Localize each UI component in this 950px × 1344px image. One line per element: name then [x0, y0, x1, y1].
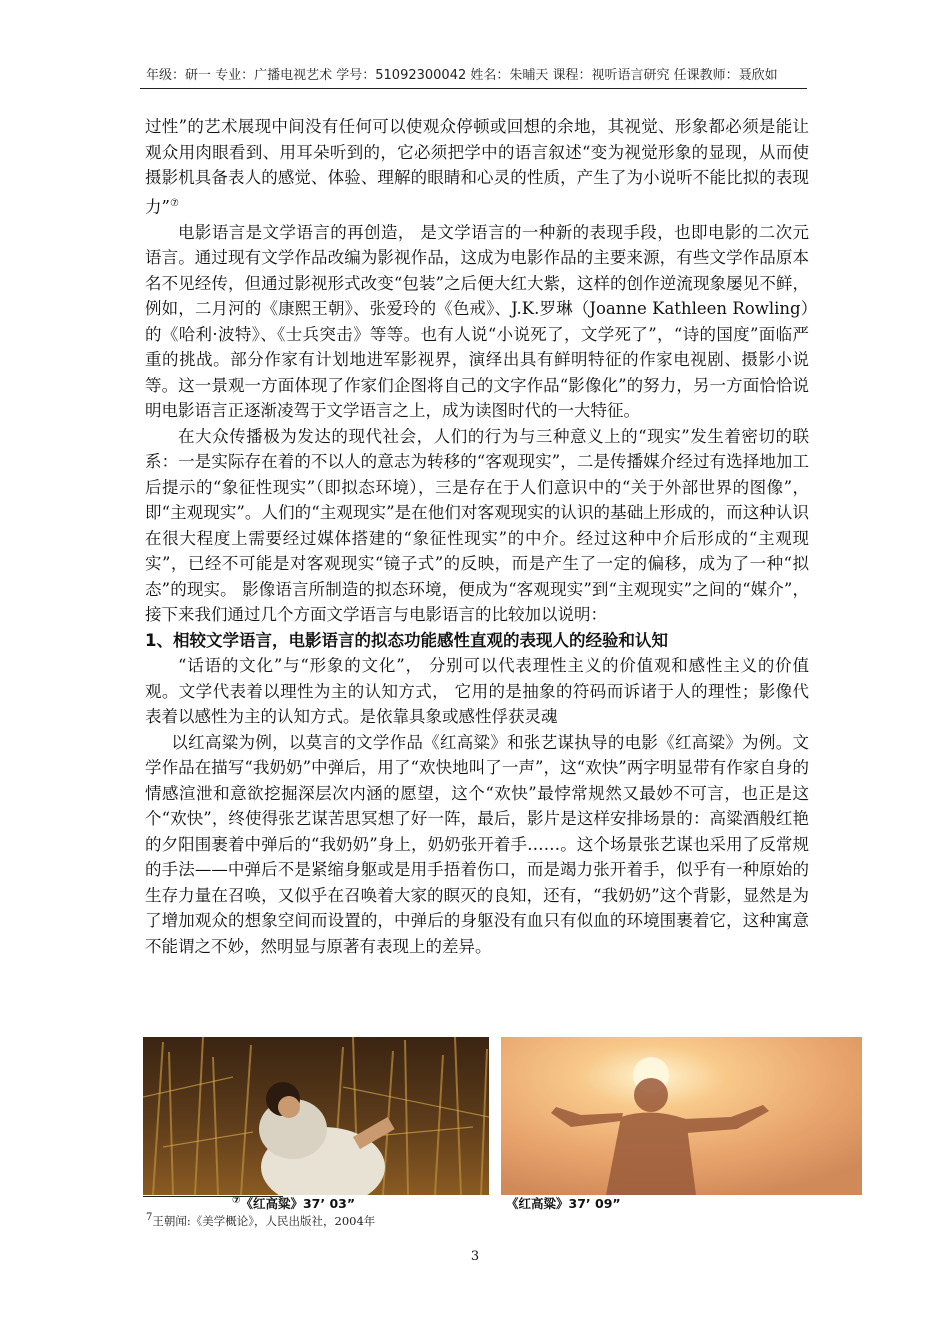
- paragraph-2: 电影语言是文学语言的再创造， 是文学语言的一种新的表现手段，也即电影的二次元语言。通过现有文学作品改编为影视作品，这成为电影作品的主要来源，有些文学作品原本名不见经传，但通过影视形式改变“包装”之后便大红大紫，这样的创作逆流现象屡见不鲜，例如，二月河的《康熙王朝》、张爱玲的《色戒》、J.K.罗琳（Joanne Kathleen Rowling）的《哈利·波特》、《士兵突击》等等。也有人说“小说死了，文学死了”，“诗的国度”面临严重的挑战。部分作家有计划地进军影视界，演绎出具有鲜明特征的作家电视剧、摄影小说等。这一景观一方面体现了作家们企图将自己的文字作品“影像化”的努力，另一方面恰恰说明电影语言正逐渐凌驾于文学语言之上，成为读图时代的一大特征。: [145, 222, 809, 420]
- footnote-marker: 7: [146, 1212, 153, 1223]
- header-divider: [140, 88, 807, 89]
- body-text: [145, 114, 809, 959]
- caption-footnote-ref: ⑦: [232, 1194, 241, 1206]
- caption-right: 《红高粱》37’ 09”: [506, 1196, 621, 1211]
- sunset-silhouette-image: [501, 1037, 862, 1195]
- paragraph-1: [145, 114, 809, 220]
- footnote: [146, 1212, 375, 1229]
- section-heading: 1、相较文学语言，电影语言的拟态功能感性直观的表现人的经验和认知: [145, 630, 668, 650]
- paragraph-5: 以红高粱为例，以莫言的文学作品《红高粱》和张艺谋执导的电影《红高粱》为例。文学作品在描写“我奶奶”中弹后，用了“欢快地叫了一声”，这“欢快”两字明显带有作家自身的情感渲泄和意欲挖掘深层次内涵的愿望，这个“欢快”最悖常规然又最妙不可言，也正是这个“欢快”，终使得张艺谋苦思冥想了好一阵，最后，影片是这样安排场景的：高粱酒般红艳的夕阳围裹着中弹后的“我奶奶”身上，奶奶张开着手……。这个场景张艺谋也采用了反常规的手法——中弹后不是紧缩身躯或是用手捂着伤口，而是竭力张开着手，似乎有一种原始的生存力量在召唤，又似乎在召唤着大家的瞑灭的良知，还有，“我奶奶”这个背影，显然是为了增加观众的想象空间而设置的，中弹后的身躯没有血只有似血的环境围裹着它，这种寓意不能谓之不妙，然明显与原著有表现上的差异。: [145, 732, 809, 956]
- footnote-ref: ⑦: [169, 197, 179, 209]
- paragraph-3: 在大众传播极为发达的现代社会，人们的行为与三种意义上的“现实”发生着密切的联系：一是实际存在着的不以人的意志为转移的“客观现实”，二是传播媒介经过有选择地加工后提示的“象征性现实”（即拟态环境），三是存在于人们意识中的“关于外部世界的图像”，即“主观现实”。人们的“主观现实”是在他们对客观现实的认识的基础上形成的，而这种认识在很大程度上需要经过媒体搭建的“象征性现实”的中介。经过这种中介后形成的“主观现实”，已经不可能是对客观现实“镜子式”的反映，而是产生了一定的偏移，成为了一种“拟态”的现实。 影像语言所制造的拟态环境，便成为“客观现实”到“主观现实”之间的“媒介”，接下来我们通过几个方面文学语言与电影语言的比较加以说明：: [145, 426, 809, 624]
- paragraph-1-text: 过性”的艺术展现中间没有任何可以使观众停顿或回想的余地，其视觉、形象都必须是能让观众用肉眼看到、用耳朵听到的，它必须把学中的语言叙述“变为视觉形象的显现，从而使摄影机具备表人的感觉、体验、理解的眼睛和心灵的性质，产生了为小说听不能比拟的表现力”: [145, 117, 809, 216]
- caption-left: [232, 1194, 355, 1212]
- footnote-text: 王朝闻:《美学概论》，人民出版社，2004年: [152, 1213, 376, 1228]
- caption-left-text: 《红高粱》37’ 03”: [240, 1196, 356, 1211]
- film-still-left: [143, 1037, 489, 1195]
- page-number: 3: [470, 1249, 480, 1264]
- paragraph-4: “话语的文化”与“形象的文化”， 分别可以代表理性主义的价值观和感性主义的价值观。文学代表着以理性为主的认知方式， 它用的是抽象的符码而诉诸于人的理性；影像代表着以感性为主的认知方式。是依靠具象或感性俘获灵魂: [145, 656, 809, 726]
- sorghum-field-image: [143, 1037, 489, 1195]
- page-header: 年级：研一 专业：广播电视艺术 学号：51092300042 姓名：朱晡天 课程：视听语言研究 任课教师：聂欣如: [146, 68, 778, 83]
- film-still-right: [501, 1037, 862, 1195]
